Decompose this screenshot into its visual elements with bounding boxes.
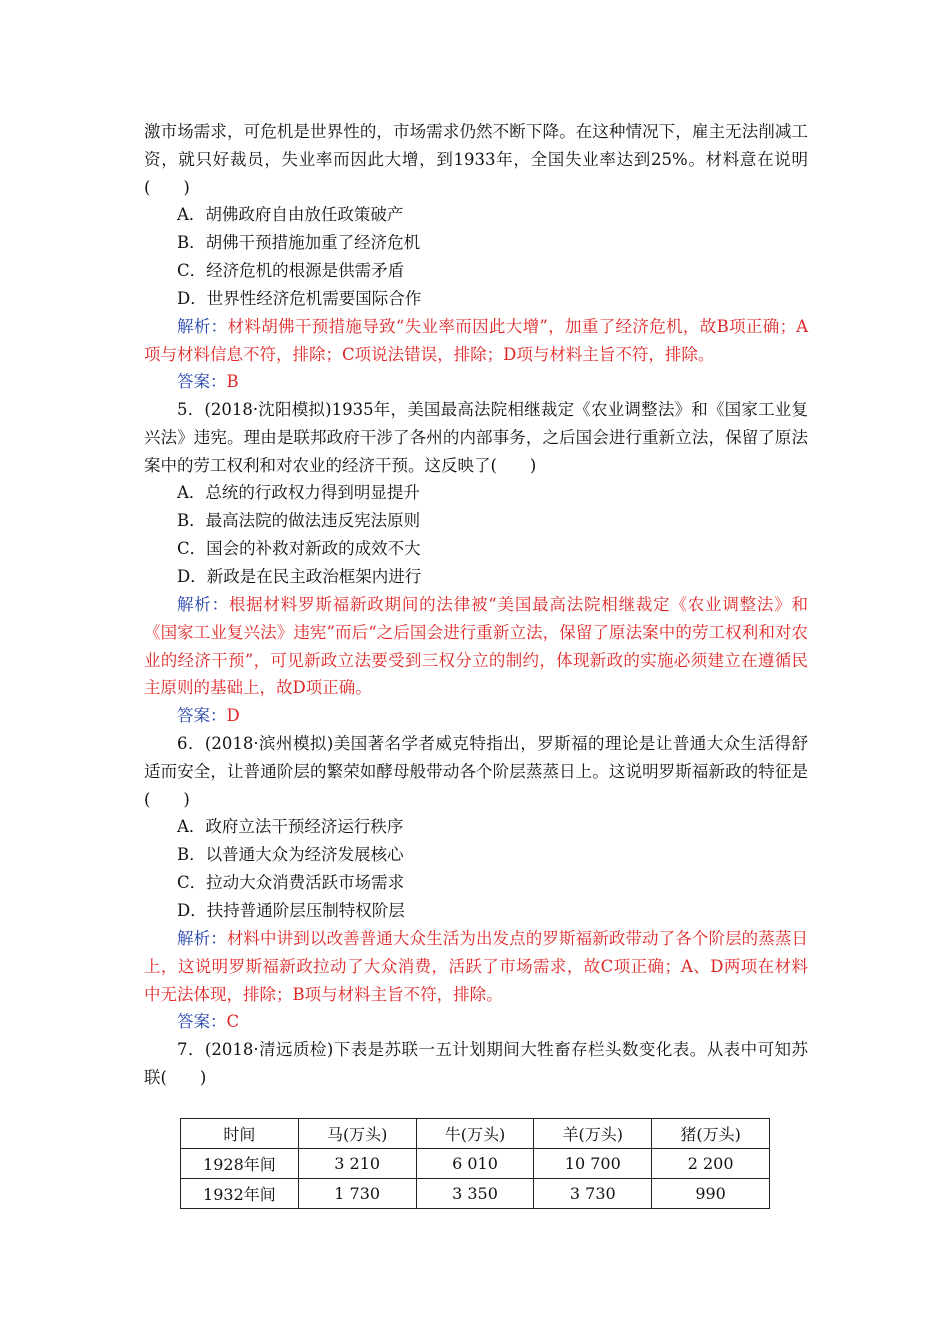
q4-analysis-text: 材料胡佛干预措施导致“失业率而因此大增”，加重了经济危机，故B项正确；A项与材料信息不符，排除；C项说法错误，排除；D项与材料主旨不符，排除。: [144, 317, 809, 364]
q4-answer-value: B: [226, 372, 239, 391]
table-header-cell: 猪(万头): [652, 1119, 770, 1149]
table-row: [181, 1149, 770, 1179]
q6-option-a: A．政府立法干预经济运行秩序: [177, 817, 404, 836]
table-cell: 1932年间: [181, 1179, 299, 1209]
q5-analysis-label: 解析：: [177, 595, 229, 614]
q5-analysis-text: 根据材料罗斯福新政期间的法律被“美国最高法院相继裁定《农业调整法》和《国家工业复兴法》违宪”而后“之后国会进行重新立法，保留了原法案中的劳工权利和对农业的经济干预”，可见新政立法要受到三权分立的制约，体现新政的实施必须建立在遵循民主原则的基础上，故D项正确。: [144, 595, 809, 698]
q5-option-a: A．总统的行政权力得到明显提升: [177, 483, 420, 502]
table-row: [181, 1179, 770, 1209]
q5-option-d: D．新政是在民主政治框架内进行: [177, 567, 422, 586]
table-cell: 6 010: [416, 1149, 534, 1179]
q5-answer-value: D: [226, 706, 240, 725]
q6-answer-value: C: [226, 1012, 240, 1031]
q4-answer-label: 答案：: [177, 372, 227, 391]
q5-answer-label: 答案：: [177, 706, 227, 725]
table-cell: 10 700: [534, 1149, 652, 1179]
livestock-table: [180, 1118, 770, 1209]
table-header-cell: 牛(万头): [416, 1119, 534, 1149]
table-header-cell: 时间: [181, 1119, 299, 1149]
table-cell: 3 730: [534, 1179, 652, 1209]
table-header-cell: 马(万头): [298, 1119, 416, 1149]
q5-option-c: C．国会的补救对新政的成效不大: [177, 539, 421, 558]
table-header-row: [181, 1119, 770, 1149]
q6-option-b: B．以普通大众为经济发展核心: [177, 845, 404, 864]
q6-analysis-text: 材料中讲到以改善普通大众生活为出发点的罗斯福新政带动了各个阶层的蒸蒸日上，这说明罗斯福新政拉动了大众消费，活跃了市场需求，故C项正确；A、D两项在材料中无法体现，排除；B项与材料主旨不符，排除。: [144, 929, 809, 1004]
table-cell: 1928年间: [181, 1149, 299, 1179]
table-header-cell: 羊(万头): [534, 1119, 652, 1149]
q5-analysis: [144, 591, 808, 702]
table-cell: 3 210: [298, 1149, 416, 1179]
question-7-stem: 7．(2018·清远质检)下表是苏联一五计划期间大牲畜存栏头数变化表。从表中可知苏联( ): [144, 1040, 808, 1087]
q6-option-c: C．拉动大众消费活跃市场需求: [177, 873, 405, 892]
q4-option-d: D．世界性经济危机需要国际合作: [177, 289, 422, 308]
question-4-stem-continuation: 激市场需求，可危机是世界性的，市场需求仍然不断下降。在这种情况下，雇主无法削减工资，就只好裁员，失业率而因此大增，到1933年，全国失业率达到25%。材料意在说明( ): [144, 122, 808, 197]
table-cell: 990: [652, 1179, 770, 1209]
q6-analysis: [144, 925, 808, 1008]
question-5-stem: 5．(2018·沈阳模拟)1935年，美国最高法院相继裁定《农业调整法》和《国家工业复兴法》违宪。理由是联邦政府干涉了各州的内部事务，之后国会进行重新立法，保留了原法案中的劳工权利和对农业的经济干预。这反映了( ): [144, 400, 808, 475]
q4-answer: [177, 368, 239, 396]
q4-option-b: B．胡佛干预措施加重了经济危机: [177, 233, 421, 252]
q4-analysis-label: 解析：: [177, 317, 228, 336]
q4-option-c: C．经济危机的根源是供需矛盾: [177, 261, 405, 280]
q5-option-b: B．最高法院的做法违反宪法原则: [177, 511, 421, 530]
q6-answer: [177, 1008, 239, 1036]
table-cell: 1 730: [298, 1179, 416, 1209]
q6-analysis-label: 解析：: [177, 929, 227, 948]
q4-analysis: [144, 313, 808, 369]
q6-answer-label: 答案：: [177, 1012, 227, 1031]
q6-option-d: D．扶持普通阶层压制特权阶层: [177, 901, 405, 920]
table-cell: 3 350: [416, 1179, 534, 1209]
table-cell: 2 200: [652, 1149, 770, 1179]
q5-answer: [177, 702, 240, 730]
question-6-stem: 6．(2018·滨州模拟)美国著名学者威克特指出，罗斯福的理论是让普通大众生活得舒适而安全，让普通阶层的繁荣如酵母般带动各个阶层蒸蒸日上。这说明罗斯福新政的特征是( ): [144, 734, 808, 809]
q4-option-a: A．胡佛政府自由放任政策破产: [177, 205, 404, 224]
